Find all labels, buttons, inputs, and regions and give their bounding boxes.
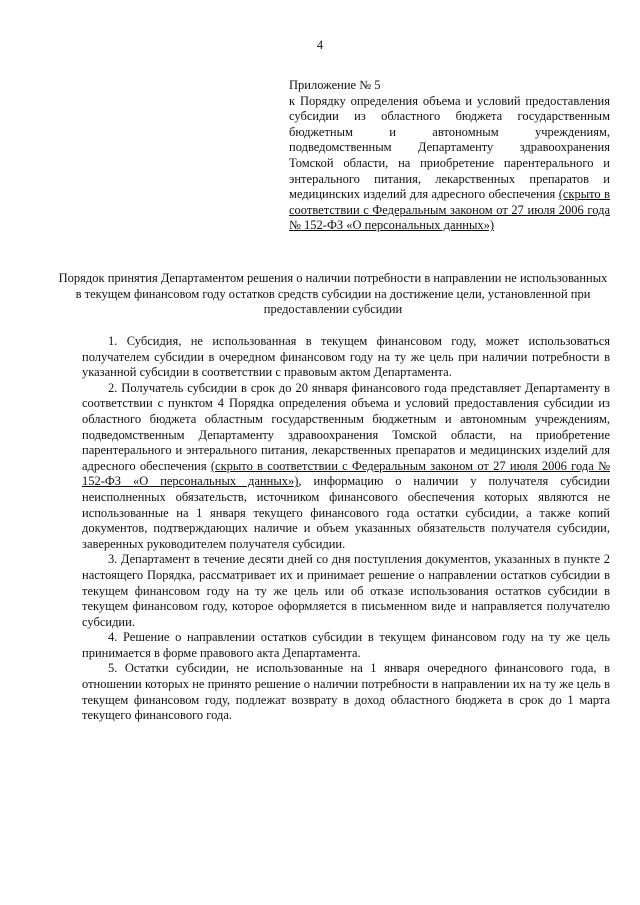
paragraph-2-text-end: , информацию о наличии у получателя субсидии неисполненных обязательств, источником финансового обеспечения которых являются не использованные на 1 января текущего финансового года остатки субсидии, а также копий документов, подтверждающих наличие и объем указанных обязательств получателя субсидии, заверенных руководителем получателя субсидии. (82, 474, 610, 551)
paragraph-5: 5. Остатки субсидии, не использованные на 1 января очередного финансового года, в отношении которых не принято решение о наличии потребности в направлении их на ту же цель в текущем финансовом году, подлежат возврату в доход областного бюджета в срок до 1 марта текущего финансового года. (82, 661, 610, 723)
page-number: 4 (316, 38, 324, 52)
appendix-text: к Порядку определения объема и условий предоставления субсидии из областного бюджета государственным бюджетным и автономным учреждениям, подведомственным Департаменту здравоохранения Томской области, на приобретение парентерального и энтерального питания, лекарственных препаратов и медицинских изделий для адресного обеспечения (289, 93, 610, 202)
paragraph-1: 1. Субсидия, не использованная в текущем финансовом году, может использоваться получателем субсидии в очередном финансовом году на ту же цель при наличии потребности в указанной субсидии в соответствии с правовым актом Департамента. (82, 334, 610, 380)
document-body (82, 334, 610, 724)
appendix-block (289, 78, 610, 234)
appendix-body (289, 94, 610, 234)
appendix-hidden-note: (скрыто в соответствии с Федеральным законом от 27 июля 2006 года № 152-ФЗ «О персональных данных») (289, 187, 610, 233)
document-heading: Порядок принятия Департаментом решения о наличии потребности в направлении не использованных в текущем финансовом году остатков средств субсидии на достижение цели, установленной при предоставлении субсидии (58, 271, 608, 317)
paragraph-2 (82, 381, 610, 553)
paragraph-2-text-start: 2. Получатель субсидии в срок до 20 января финансового года представляет Департаменту в соответствии с пунктом 4 Порядка определения объема и условий предоставления субсидии из областного бюджета областным государственным бюджетным и автономным учреждениям, подведомственным Департаменту здравоохранения Томской области, на приобретение парентерального и энтерального питания, лекарственных препаратов и медицинских изделий для адресного обеспечения (82, 380, 610, 473)
paragraph-2-hidden-note: (скрыто в соответствии с Федеральным законом от 27 июля 2006 года № 152-ФЗ «О персональных данных») (82, 458, 610, 489)
appendix-title: Приложение № 5 (289, 78, 381, 92)
paragraph-4: 4. Решение о направлении остатков субсидии в текущем финансовом году на ту же цель принимается в форме правового акта Департамента. (82, 630, 610, 660)
paragraph-3: 3. Департамент в течение десяти дней со дня поступления документов, указанных в пункте 2 настоящего Порядка, рассматривает их и принимает решение о направлении остатков субсидии в текущем финансовом году на ту же цель или об отказе использования остатков субсидии в текущем финансовом году, которое оформляется в письменном виде и направляется получателю субсидии. (82, 552, 610, 629)
